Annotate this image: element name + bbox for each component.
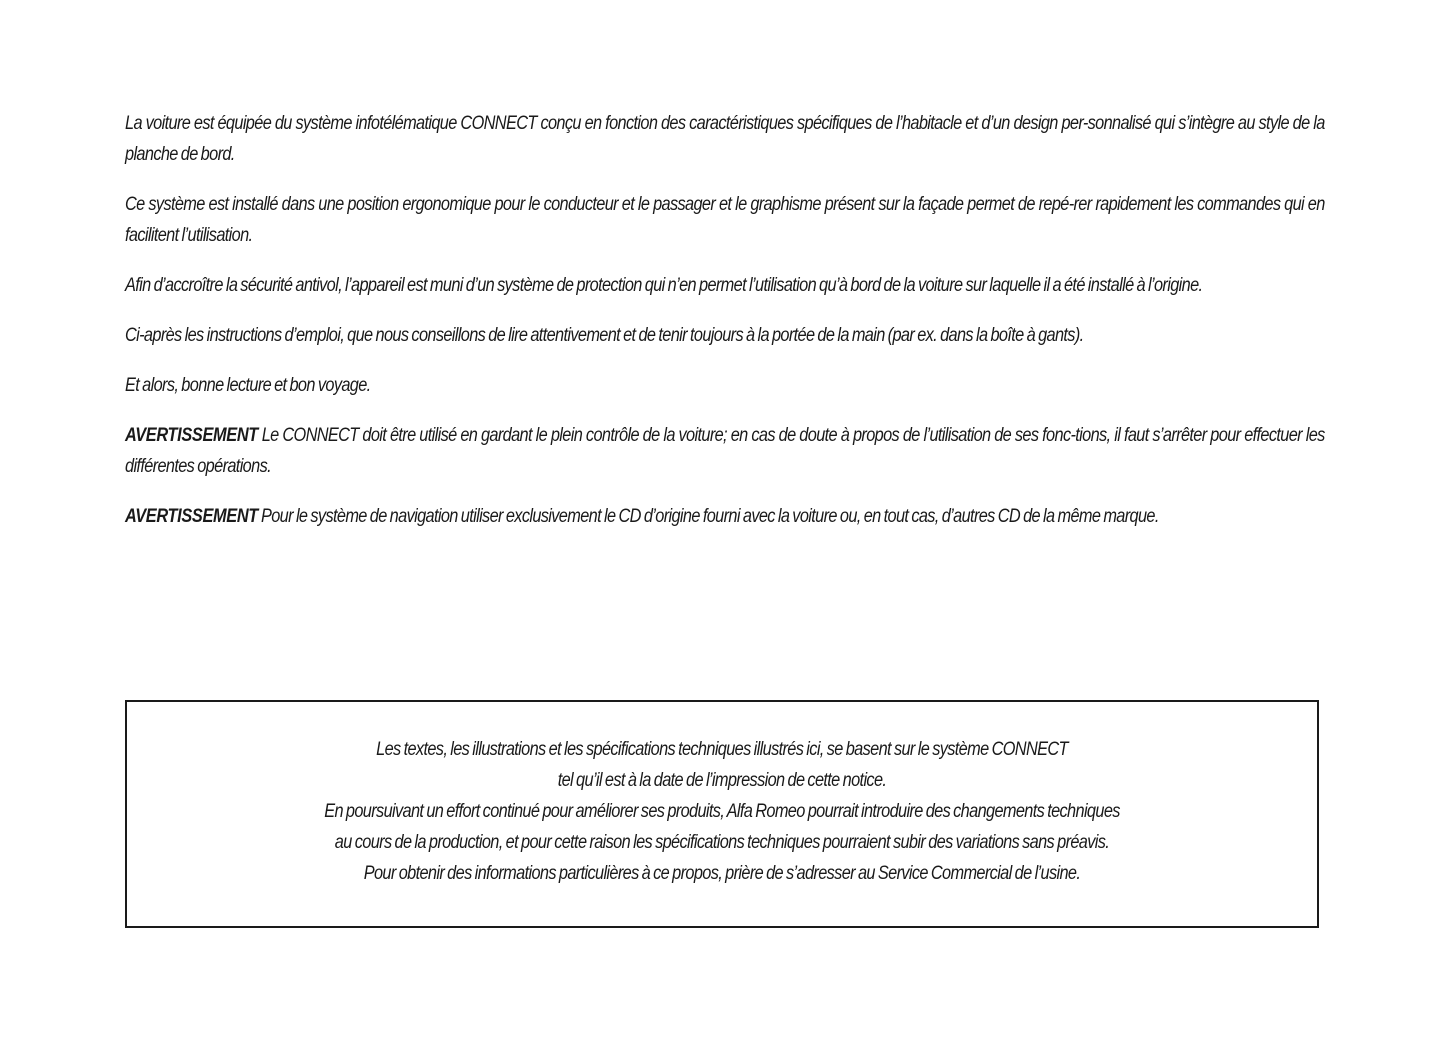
notice-line: tel qu’il est à la date de l’impression de cette notice. [557,770,887,791]
antitheft-paragraph: Afin d’accroître la sécurité antivol, l’appareil est muni d’un système de protection qui n’en permet l’utilisation qu’à bord de la voiture sur laquelle il a été installé à l’origine. [125,275,1203,296]
intro-paragraph: La voiture est équipée du système infotélématique CONNECT conçu en fonction des caractéristiques spécifiques de l’habitacle et d’un design per-sonnalisé qui s’intègre au style de la planche de bord. [125,113,1325,165]
notice-line: Les textes, les illustrations et les spécifications techniques illustrés ici, se basent sur le système CONNECT [376,739,1068,760]
warning-paragraph [125,420,1325,482]
document-body [125,108,1325,551]
instructions-paragraph: Ci-après les instructions d’emploi, que nous conseillons de lire attentivement et de tenir toujours à la portée de la main (par ex. dans la boîte à gants). [125,325,1084,346]
warning-paragraph [125,501,1325,532]
notice-line: En poursuivant un effort continué pour améliorer ses produits, Alfa Romeo pourrait introduire des changements techniques [324,801,1120,822]
notice-box [125,700,1319,928]
notice-text [127,734,1317,889]
ergonomics-paragraph: Ce système est installé dans une position ergonomique pour le conducteur et le passager et le graphisme présent sur la façade permet de repé-rer rapidement les commandes qui en facilitent l’utilisation. [125,194,1325,246]
warning-text: Le CONNECT doit être utilisé en gardant le plein contrôle de la voiture; en cas de doute à propos de l’utilisation de ses fonc-tions, il faut s’arrêter pour effectuer les différentes opérations. [125,425,1325,477]
warning-label: AVERTISSEMENT [125,425,258,446]
notice-line: Pour obtenir des informations particulières à ce propos, prière de s’adresser au Service Commercial de l’usine. [363,863,1081,884]
notice-line: au cours de la production, et pour cette raison les spécifications techniques pourraient subir des variations sans préavis. [334,832,1110,853]
closing-paragraph: Et alors, bonne lecture et bon voyage. [125,375,371,396]
warning-label: AVERTISSEMENT [125,506,258,527]
warning-text: Pour le système de navigation utiliser exclusivement le CD d’origine fourni avec la voiture ou, en tout cas, d’autres CD de la même marque. [260,506,1159,527]
